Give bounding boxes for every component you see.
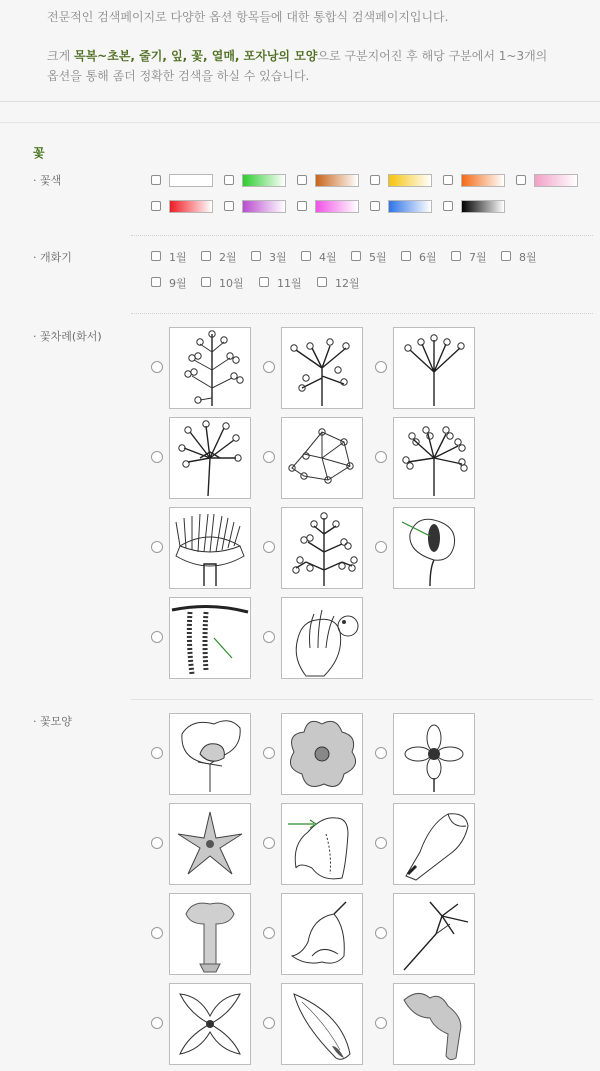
shape-tile-ligulate[interactable] — [281, 983, 363, 1065]
inflorescence-radio-5[interactable] — [263, 451, 275, 463]
month-label-3: 3월 — [269, 251, 287, 264]
month-checkbox-9[interactable] — [151, 277, 161, 287]
inflorescence-radio-8[interactable] — [263, 541, 275, 553]
month-label-2: 2월 — [219, 251, 237, 264]
month-checkbox-10[interactable] — [201, 277, 211, 287]
month-checkbox-12[interactable] — [317, 277, 327, 287]
month-checkbox-4[interactable] — [301, 251, 311, 261]
shape-tile-cruciform[interactable] — [393, 713, 475, 795]
color-swatch-red[interactable] — [169, 200, 213, 213]
cyme-icon — [282, 418, 362, 498]
spadix-icon — [394, 508, 474, 588]
month-checkbox-1[interactable] — [151, 251, 161, 261]
inflorescence-tile-compound-umbel[interactable] — [393, 417, 475, 499]
color-checkbox-purple[interactable] — [224, 201, 234, 211]
inflorescence-tile-umbel[interactable] — [393, 327, 475, 409]
intro-text: 크게 — [47, 49, 74, 63]
inflorescence-tile-cyme[interactable] — [281, 417, 363, 499]
salverform-icon — [394, 894, 474, 974]
shape-tile-four-petal[interactable] — [169, 983, 251, 1065]
inflorescence-radio-11[interactable] — [263, 631, 275, 643]
shape-tile-tubular[interactable] — [169, 893, 251, 975]
shape-tile-campanulate[interactable] — [281, 893, 363, 975]
shape-tile-trumpet[interactable] — [393, 983, 475, 1065]
label-bloom-period: · 개화기 — [33, 251, 72, 264]
divider — [131, 235, 593, 236]
umbel-icon — [394, 328, 474, 408]
inflorescence-tile-head[interactable] — [169, 507, 251, 589]
intro-text: 으로 구분지어진 후 해당 구분에서 1~3개의 — [317, 49, 548, 63]
rosaceous-icon — [282, 714, 362, 794]
color-checkbox-white[interactable] — [151, 175, 161, 185]
section-title-flower: 꽃 — [33, 146, 45, 160]
inflorescence-radio-3[interactable] — [375, 361, 387, 373]
month-label-7: 7월 — [469, 251, 487, 264]
inflorescence-radio-9[interactable] — [375, 541, 387, 553]
intro-line-2 — [47, 46, 580, 66]
color-swatch-purple[interactable] — [242, 200, 286, 213]
month-label-8: 8월 — [519, 251, 537, 264]
shape-radio-11[interactable] — [263, 1017, 275, 1029]
color-swatch-black[interactable] — [461, 200, 505, 213]
color-swatch-magenta[interactable] — [315, 200, 359, 213]
month-checkbox-11[interactable] — [259, 277, 269, 287]
month-label-11: 11월 — [277, 277, 302, 290]
label-inflorescence: · 꽃차례(화서) — [33, 330, 102, 343]
shape-radio-2[interactable] — [263, 747, 275, 759]
papilionaceous-icon — [170, 714, 250, 794]
shape-radio-8[interactable] — [263, 927, 275, 939]
color-swatch-blue[interactable] — [388, 200, 432, 213]
shape-radio-7[interactable] — [151, 927, 163, 939]
simple-umbel-icon — [170, 418, 250, 498]
shape-radio-1[interactable] — [151, 747, 163, 759]
divider — [131, 699, 593, 700]
month-label-10: 10월 — [219, 277, 244, 290]
hypanthodium-icon — [282, 598, 362, 678]
color-swatch-brown[interactable] — [315, 174, 359, 187]
color-checkbox-green[interactable] — [224, 175, 234, 185]
raceme-icon — [170, 328, 250, 408]
month-label-1: 1월 — [169, 251, 187, 264]
month-checkbox-7[interactable] — [451, 251, 461, 261]
inflorescence-tile-raceme[interactable] — [169, 327, 251, 409]
corymb-icon — [282, 328, 362, 408]
compound-umbel-icon — [394, 418, 474, 498]
inflorescence-radio-10[interactable] — [151, 631, 163, 643]
inflorescence-radio-2[interactable] — [263, 361, 275, 373]
inflorescence-tile-corymb[interactable] — [281, 327, 363, 409]
color-checkbox-red[interactable] — [151, 201, 161, 211]
shape-radio-10[interactable] — [151, 1017, 163, 1029]
month-checkbox-3[interactable] — [251, 251, 261, 261]
intro-line-1: 전문적인 검색페이지로 다양한 옵션 항목들에 대한 통합식 검색페이지입니다. — [47, 10, 449, 24]
color-checkbox-black[interactable] — [443, 201, 453, 211]
color-checkbox-magenta[interactable] — [297, 201, 307, 211]
head-icon — [170, 508, 250, 588]
inflorescence-tile-simple-umbel[interactable] — [169, 417, 251, 499]
cruciform-icon — [394, 714, 474, 794]
color-checkbox-brown[interactable] — [297, 175, 307, 185]
shape-tile-salverform[interactable] — [393, 893, 475, 975]
month-label-5: 5월 — [369, 251, 387, 264]
month-label-9: 9월 — [169, 277, 187, 290]
inflorescence-tile-hypanthodium[interactable] — [281, 597, 363, 679]
intro-line-3: 옵션을 통해 좀더 정확한 검색을 하실 수 있습니다. — [47, 69, 310, 83]
month-checkbox-2[interactable] — [201, 251, 211, 261]
color-swatch-yellow[interactable] — [388, 174, 432, 187]
inflorescence-radio-4[interactable] — [151, 451, 163, 463]
intro-highlight: 목복~초본, 줄기, 잎, 꽃, 열매, 포자낭의 모양 — [74, 49, 318, 63]
color-checkbox-orange[interactable] — [443, 175, 453, 185]
color-swatch-pink[interactable] — [534, 174, 578, 187]
month-checkbox-8[interactable] — [501, 251, 511, 261]
four-petal-icon — [170, 984, 250, 1064]
color-checkbox-yellow[interactable] — [370, 175, 380, 185]
shape-radio-3[interactable] — [375, 747, 387, 759]
month-label-6: 6월 — [419, 251, 437, 264]
catkin-icon — [170, 598, 250, 678]
shape-radio-9[interactable] — [375, 927, 387, 939]
month-checkbox-5[interactable] — [351, 251, 361, 261]
color-checkbox-blue[interactable] — [370, 201, 380, 211]
shape-radio-4[interactable] — [151, 837, 163, 849]
color-checkbox-pink[interactable] — [516, 175, 526, 185]
shape-radio-6[interactable] — [375, 837, 387, 849]
inflorescence-tile-panicle[interactable] — [281, 507, 363, 589]
shape-radio-12[interactable] — [375, 1017, 387, 1029]
shape-tile-funnel[interactable] — [393, 803, 475, 885]
intro-panel — [0, 0, 600, 102]
inflorescence-radio-7[interactable] — [151, 541, 163, 553]
shape-tile-papilionaceous[interactable] — [169, 713, 251, 795]
label-flower-color: · 꽃색 — [33, 174, 62, 187]
campanulate-icon — [282, 894, 362, 974]
shape-tile-rosaceous[interactable] — [281, 713, 363, 795]
shape-tile-labiate[interactable] — [281, 803, 363, 885]
stellate-icon — [170, 804, 250, 884]
inflorescence-radio-1[interactable] — [151, 361, 163, 373]
inflorescence-tile-spadix[interactable] — [393, 507, 475, 589]
tubular-icon — [170, 894, 250, 974]
color-swatch-green[interactable] — [242, 174, 286, 187]
inflorescence-radio-6[interactable] — [375, 451, 387, 463]
inflorescence-tile-catkin[interactable] — [169, 597, 251, 679]
color-swatch-orange[interactable] — [461, 174, 505, 187]
month-checkbox-6[interactable] — [401, 251, 411, 261]
month-label-12: 12월 — [335, 277, 360, 290]
panicle-icon — [282, 508, 362, 588]
trumpet-icon — [394, 984, 474, 1064]
shape-tile-stellate[interactable] — [169, 803, 251, 885]
labiate-icon — [282, 804, 362, 884]
label-flower-shape: · 꽃모양 — [33, 715, 72, 728]
divider — [131, 313, 593, 314]
month-label-4: 4월 — [319, 251, 337, 264]
funnel-icon — [394, 804, 474, 884]
shape-radio-5[interactable] — [263, 837, 275, 849]
ligulate-icon — [282, 984, 362, 1064]
color-swatch-white[interactable] — [169, 174, 213, 187]
divider — [0, 102, 600, 123]
